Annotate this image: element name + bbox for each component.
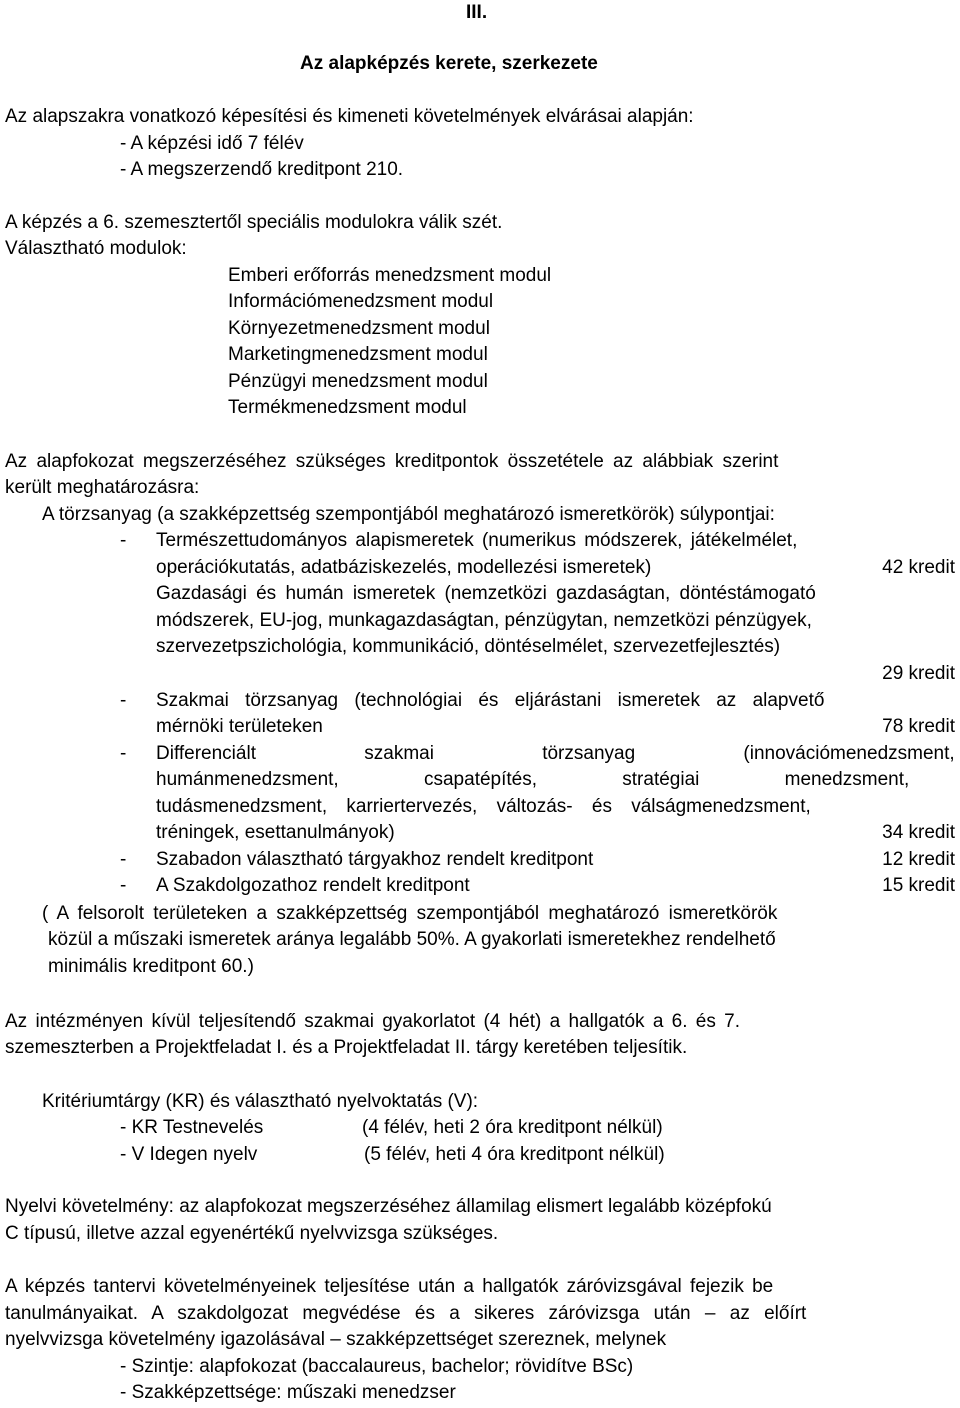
credits-paragraph-line: Az alapfokozat megszerzéséhez szükséges kreditpontok összetétele az alábbiak szerint xyxy=(5,451,779,472)
credit-item-line: A Szakdolgozathoz rendelt kreditpont xyxy=(156,875,470,896)
final-line: tanulmányaikat. A szakdolgozat megvédése és a sikeres záróvizsga után – az előírt xyxy=(5,1303,807,1324)
dash-marker: - xyxy=(120,743,127,764)
final-bullet: - Szakképzettsége: műszaki menedzser xyxy=(120,1382,456,1403)
dash-marker: - xyxy=(120,690,127,711)
language-line: Nyelvi követelmény: az alapfokozat megszerzéséhez államilag elismert legalább középfokú xyxy=(5,1196,772,1217)
criteria-heading: Kritériumtárgy (KR) és választható nyelvoktatás (V): xyxy=(42,1091,479,1112)
core-heading: A törzsanyag (a szakképzettség szempontjából meghatározó ismeretkörök) súlypontjai: xyxy=(42,504,775,525)
dash-marker: - xyxy=(120,530,127,551)
credit-value: 42 kredit xyxy=(882,557,955,578)
module-item: Emberi erőforrás menedzsment modul xyxy=(228,265,552,286)
module-item: Környezetmenedzsment modul xyxy=(228,318,490,339)
credit-item-line: szervezetpszichológia, kommunikáció, döntéselmélet, szervezetfejlesztés) xyxy=(156,636,781,657)
page-title: Az alapképzés kerete, szerkezete xyxy=(300,53,598,74)
dash-marker: - xyxy=(120,849,127,870)
credit-item-line: mérnöki területeken xyxy=(156,716,323,737)
credit-item-line: operációkutatás, adatbáziskezelés, modellezési ismeretek) xyxy=(156,557,652,578)
credit-value: 34 kredit xyxy=(882,822,955,843)
criteria-desc: (4 félév, heti 2 óra kreditpont nélkül) xyxy=(362,1117,663,1138)
note-line: minimális kreditpont 60.) xyxy=(48,956,254,977)
credit-item-line: tudásmenedzsment, karriertervezés, változás- és válságmenedzsment, xyxy=(156,796,811,817)
credit-item-line: Gazdasági és humán ismeretek (nemzetközi gazdaságtan, döntéstámogató xyxy=(156,583,816,604)
credit-item-line: Szakmai törzsanyag (technológiai és eljárástani ismeretek az alapvető xyxy=(156,690,825,711)
language-line: C típusú, illetve azzal egyenértékű nyelvvizsga szükséges. xyxy=(5,1223,499,1244)
credit-item-line: módszerek, EU-jog, munkagazdaságtan, pénzügytan, nemzetközi pénzügyek, xyxy=(156,610,812,631)
module-item: Marketingmenedzsment modul xyxy=(228,344,488,365)
chapter-number: III. xyxy=(466,2,488,23)
credit-value: 78 kredit xyxy=(882,716,955,737)
practice-line: szemeszterben a Projektfeladat I. és a Projektfeladat II. tárgy keretében teljesítik. xyxy=(5,1037,688,1058)
criteria-code: - V Idegen nyelv xyxy=(120,1144,258,1165)
intro-bullet: - A megszerzendő kreditpont 210. xyxy=(120,159,404,180)
practice-line: Az intézményen kívül teljesítendő szakmai gyakorlatot (4 hét) a hallgatók a 6. és 7. xyxy=(5,1011,740,1032)
final-line: A képzés tantervi követelményeinek teljesítése után a hallgatók záróvizsgával fejezik be xyxy=(5,1276,774,1297)
credit-item-line: tréningek, esettanulmányok) xyxy=(156,822,395,843)
credit-value: 12 kredit xyxy=(882,849,955,870)
credit-item-line: Természettudományos alapismeretek (numerikus módszerek, játékelmélet, xyxy=(156,530,798,551)
intro-line: Az alapszakra vonatkozó képesítési és kimeneti követelmények elvárásai alapján: xyxy=(5,106,694,127)
module-item: Pénzügyi menedzsment modul xyxy=(228,371,488,392)
module-item: Termékmenedzsment modul xyxy=(228,397,467,418)
note-line: ( A felsorolt területeken a szakképzettség szempontjából meghatározó ismeretkörök xyxy=(42,903,778,924)
credit-value: 29 kredit xyxy=(882,663,955,684)
criteria-desc: (5 félév, heti 4 óra kreditpont nélkül) xyxy=(364,1144,665,1165)
module-item: Információmenedzsment modul xyxy=(228,291,494,312)
final-line: nyelvvizsga követelmény igazolásával – szakképzettséget szereznek, melynek xyxy=(5,1329,667,1350)
criteria-code: - KR Testnevelés xyxy=(120,1117,264,1138)
note-line: közül a műszaki ismeretek aránya legalább 50%. A gyakorlati ismeretekhez rendelhető xyxy=(48,929,776,950)
final-bullet: - Szintje: alapfokozat (baccalaureus, bachelor; rövidítve BSc) xyxy=(120,1356,634,1377)
credit-item-line: Differenciált szakmai törzsanyag (innovációmenedzsment, xyxy=(156,743,955,764)
modules-heading: Választható modulok: xyxy=(5,238,187,259)
split-line: A képzés a 6. szemesztertől speciális modulokra válik szét. xyxy=(5,212,503,233)
credit-item-line: Szabadon választható tárgyakhoz rendelt kreditpont xyxy=(156,849,594,870)
credit-value: 15 kredit xyxy=(882,875,955,896)
dash-marker: - xyxy=(120,875,127,896)
intro-bullet: - A képzési idő 7 félév xyxy=(120,133,304,154)
credit-item-line: humánmenedzsment, csapatépítés, stratégiai menedzsment, xyxy=(156,769,910,790)
credits-paragraph-line: került meghatározásra: xyxy=(5,477,200,498)
